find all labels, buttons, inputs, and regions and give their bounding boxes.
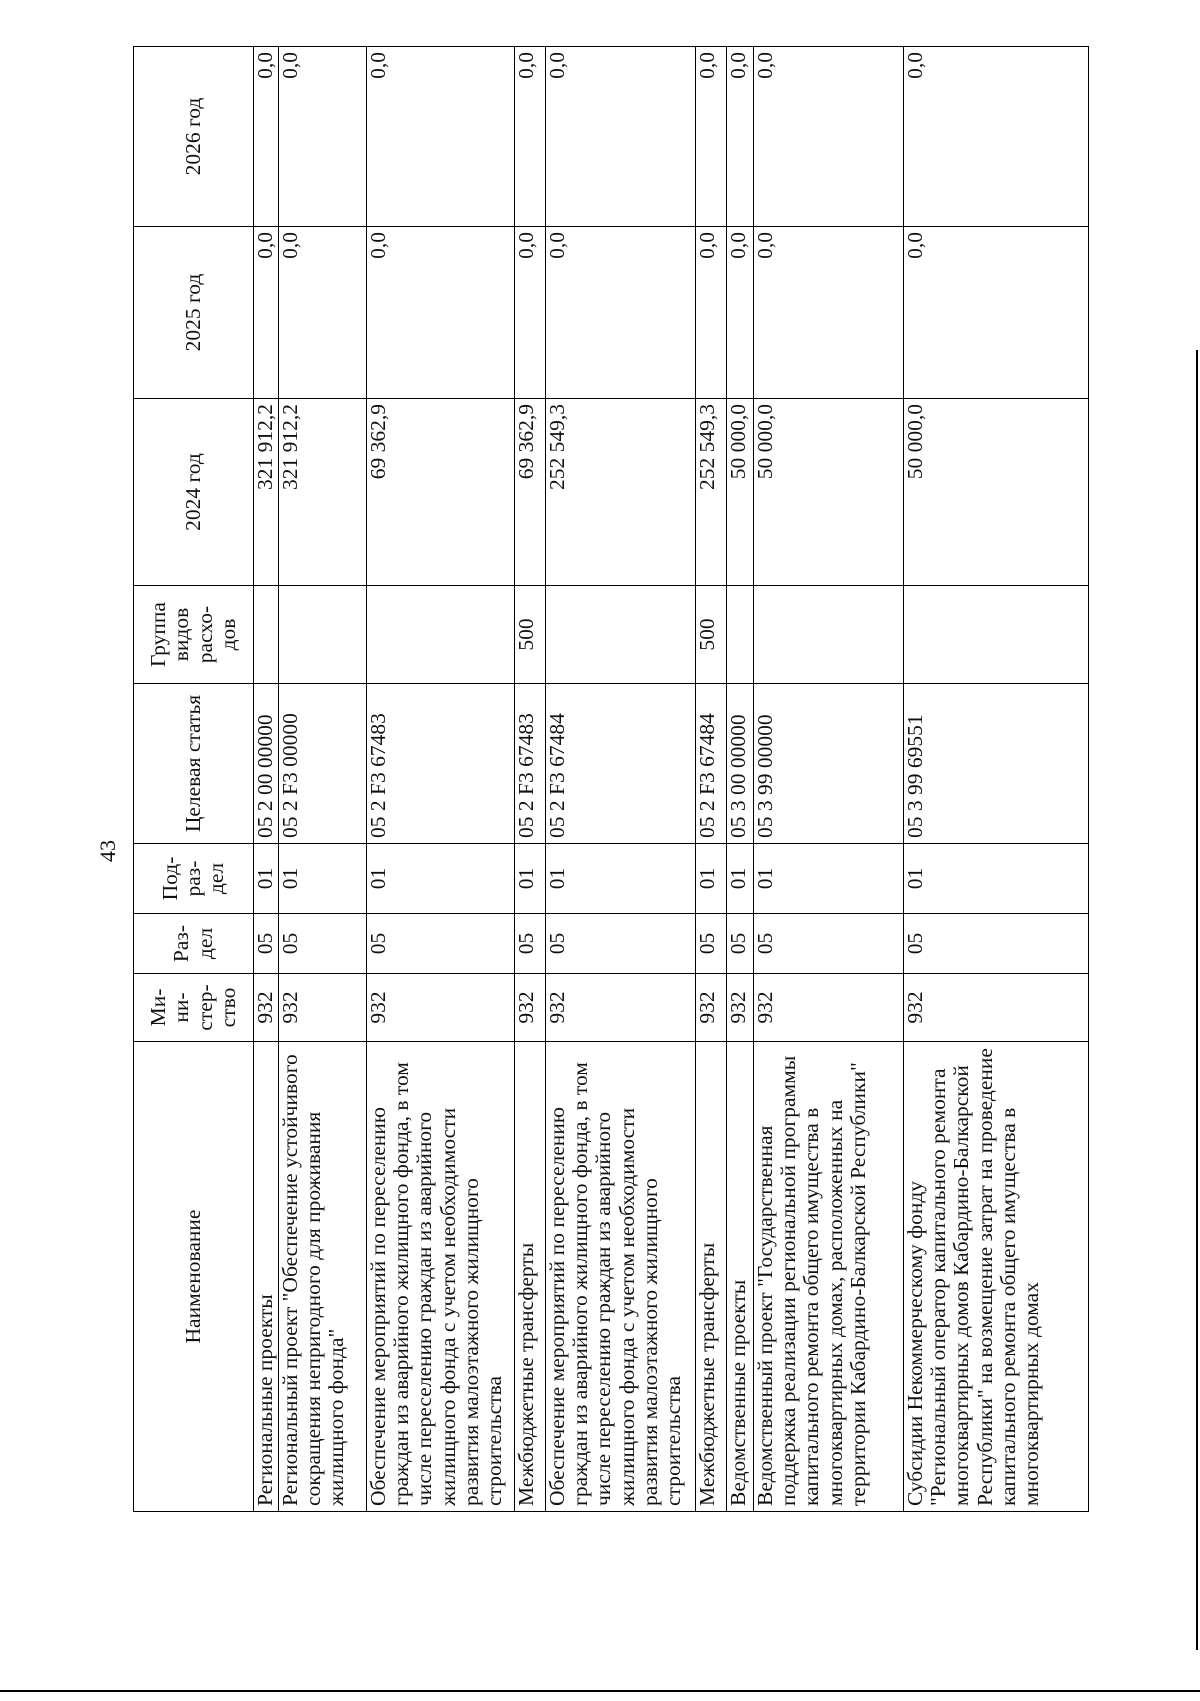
cell-year-2026: 0,0 xyxy=(367,47,515,227)
table-row xyxy=(904,47,1089,1512)
cell-year-2026: 0,0 xyxy=(696,47,727,227)
cell-year-2026: 0,0 xyxy=(546,47,696,227)
cell-name: Субсидии Некоммерческому фонду "Региональный оператор капитального ремонта многоквартирных домов Кабардино-Балкарской Республики" на возмещение затрат на проведение капитального ремонта общего имущества в многоквартирных домах xyxy=(904,1042,1089,1512)
cell-target-article: 05 3 00 00000 xyxy=(727,684,754,844)
cell-expense-group xyxy=(727,586,754,684)
cell-name: Обеспечение мероприятий по переселению граждан из аварийного жилищного фонда, в том числе переселению граждан из аварийного жилищного фонда с учетом необходимости развития малоэтажного жилищного строительства xyxy=(546,1042,696,1512)
cell-target-article: 05 2 F3 67483 xyxy=(515,684,546,844)
cell-year-2025: 0,0 xyxy=(754,227,904,399)
cell-section: 05 xyxy=(904,914,1089,974)
table-header-row xyxy=(134,47,254,1512)
cell-year-2026: 0,0 xyxy=(754,47,904,227)
cell-name: Межбюджетные трансферты xyxy=(696,1042,727,1512)
cell-year-2025: 0,0 xyxy=(696,227,727,399)
cell-ministry: 932 xyxy=(254,974,279,1042)
budget-table xyxy=(133,46,1089,1512)
cell-year-2024: 321 912,2 xyxy=(254,399,279,586)
table-row xyxy=(754,47,904,1512)
cell-section: 05 xyxy=(515,914,546,974)
header-expense-group: Группа видов расхо-дов xyxy=(134,586,254,684)
table-row xyxy=(696,47,727,1512)
cell-year-2026: 0,0 xyxy=(515,47,546,227)
cell-year-2025: 0,0 xyxy=(279,227,367,399)
table-row xyxy=(254,47,279,1512)
cell-year-2026: 0,0 xyxy=(254,47,279,227)
cell-section: 05 xyxy=(254,914,279,974)
cell-year-2025: 0,0 xyxy=(254,227,279,399)
cell-subsection: 01 xyxy=(279,844,367,914)
header-year-2026: 2026 год xyxy=(134,47,254,227)
cell-name: Региональные проекты xyxy=(254,1042,279,1512)
cell-year-2026: 0,0 xyxy=(904,47,1089,227)
cell-section: 05 xyxy=(279,914,367,974)
cell-subsection: 01 xyxy=(367,844,515,914)
cell-expense-group xyxy=(546,586,696,684)
cell-year-2024: 50 000,0 xyxy=(754,399,904,586)
cell-section: 05 xyxy=(546,914,696,974)
cell-subsection: 01 xyxy=(904,844,1089,914)
cell-subsection: 01 xyxy=(727,844,754,914)
cell-section: 05 xyxy=(367,914,515,974)
table-row xyxy=(279,47,367,1512)
header-name: Наименование xyxy=(134,1042,254,1512)
cell-subsection: 01 xyxy=(696,844,727,914)
header-subsection: Под-раз-дел xyxy=(134,844,254,914)
cell-expense-group xyxy=(279,586,367,684)
cell-expense-group: 500 xyxy=(515,586,546,684)
cell-ministry: 932 xyxy=(754,974,904,1042)
cell-expense-group: 500 xyxy=(696,586,727,684)
cell-name: Ведомственные проекты xyxy=(727,1042,754,1512)
header-year-2024: 2024 год xyxy=(134,399,254,586)
header-year-2025: 2025 год xyxy=(134,227,254,399)
cell-year-2025: 0,0 xyxy=(367,227,515,399)
cell-target-article: 05 2 F3 67484 xyxy=(696,684,727,844)
scan-edge-right xyxy=(1196,350,1198,1650)
cell-ministry: 932 xyxy=(727,974,754,1042)
cell-name: Региональный проект "Обеспечение устойчивого сокращения непригодного для проживания жилищного фонда" xyxy=(279,1042,367,1512)
cell-section: 05 xyxy=(754,914,904,974)
cell-section: 05 xyxy=(727,914,754,974)
cell-expense-group xyxy=(904,586,1089,684)
table-row xyxy=(515,47,546,1512)
cell-year-2025: 0,0 xyxy=(546,227,696,399)
cell-ministry: 932 xyxy=(696,974,727,1042)
cell-ministry: 932 xyxy=(515,974,546,1042)
header-section: Раз-дел xyxy=(134,914,254,974)
cell-year-2024: 69 362,9 xyxy=(367,399,515,586)
header-ministry: Ми-ни-стер-ство xyxy=(134,974,254,1042)
cell-ministry: 932 xyxy=(367,974,515,1042)
cell-year-2026: 0,0 xyxy=(727,47,754,227)
cell-year-2024: 69 362,9 xyxy=(515,399,546,586)
cell-year-2025: 0,0 xyxy=(727,227,754,399)
cell-name: Ведомственный проект "Государственная поддержка реализации региональной программы капитального ремонта общего имущества в многоквартирных домах, расположенных на территории Кабардино-Балкарской Республики" xyxy=(754,1042,904,1512)
page-number: 43 xyxy=(95,840,120,862)
cell-year-2026: 0,0 xyxy=(279,47,367,227)
cell-target-article: 05 2 F3 67483 xyxy=(367,684,515,844)
cell-target-article: 05 3 99 69551 xyxy=(904,684,1089,844)
cell-expense-group xyxy=(754,586,904,684)
cell-target-article: 05 2 F3 67484 xyxy=(546,684,696,844)
cell-expense-group xyxy=(367,586,515,684)
cell-year-2024: 50 000,0 xyxy=(904,399,1089,586)
table-row xyxy=(367,47,515,1512)
cell-year-2024: 252 549,3 xyxy=(696,399,727,586)
scan-edge-bottom xyxy=(0,1690,1200,1692)
table-row xyxy=(727,47,754,1512)
cell-ministry: 932 xyxy=(546,974,696,1042)
header-target-article: Целевая статья xyxy=(134,684,254,844)
cell-target-article: 05 2 F3 00000 xyxy=(279,684,367,844)
table-row xyxy=(546,47,696,1512)
cell-section: 05 xyxy=(696,914,727,974)
cell-subsection: 01 xyxy=(254,844,279,914)
cell-year-2025: 0,0 xyxy=(515,227,546,399)
cell-ministry: 932 xyxy=(279,974,367,1042)
cell-subsection: 01 xyxy=(515,844,546,914)
cell-year-2024: 252 549,3 xyxy=(546,399,696,586)
cell-ministry: 932 xyxy=(904,974,1089,1042)
cell-subsection: 01 xyxy=(546,844,696,914)
cell-year-2025: 0,0 xyxy=(904,227,1089,399)
cell-name: Межбюджетные трансферты xyxy=(515,1042,546,1512)
cell-expense-group xyxy=(254,586,279,684)
cell-target-article: 05 2 00 00000 xyxy=(254,684,279,844)
cell-year-2024: 50 000,0 xyxy=(727,399,754,586)
cell-year-2024: 321 912,2 xyxy=(279,399,367,586)
cell-target-article: 05 3 99 00000 xyxy=(754,684,904,844)
cell-name: Обеспечение мероприятий по переселению граждан из аварийного жилищного фонда, в том числе переселению граждан из аварийного жилищного фонда с учетом необходимости развития малоэтажного жилищного строительства xyxy=(367,1042,515,1512)
budget-table-container xyxy=(133,47,1068,1512)
cell-subsection: 01 xyxy=(754,844,904,914)
